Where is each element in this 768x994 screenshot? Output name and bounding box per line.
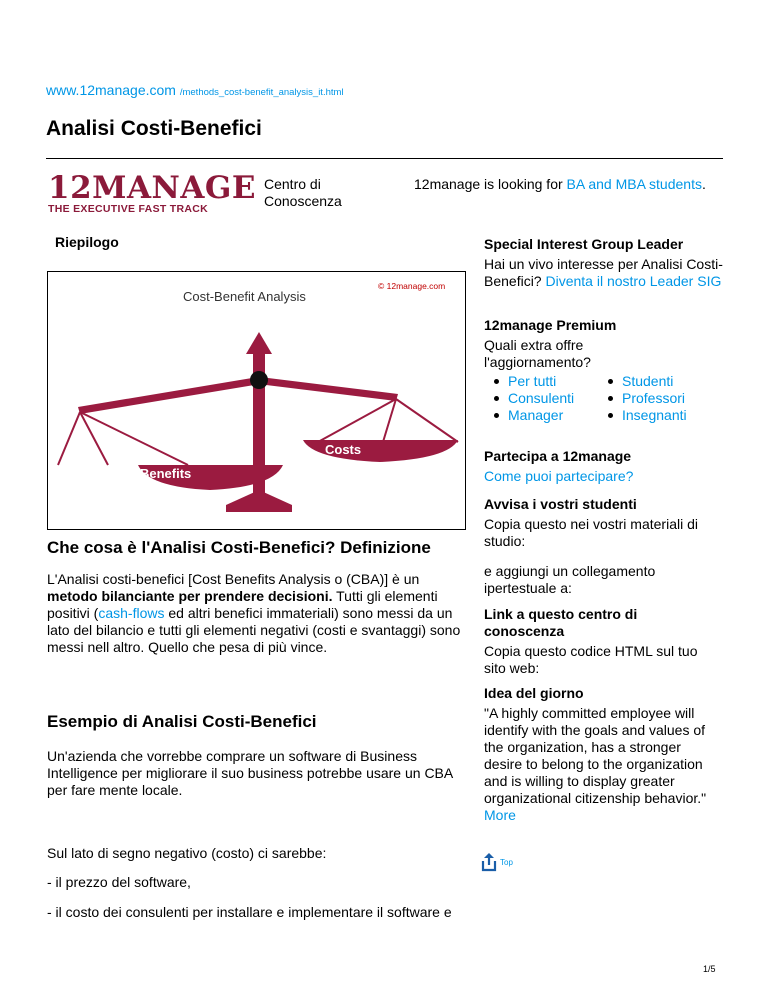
- figure-copyright: © 12manage.com: [378, 281, 446, 291]
- page-number: 1/5: [703, 964, 716, 974]
- page-url: [46, 82, 344, 98]
- top-label: Top: [500, 858, 513, 867]
- example-heading: Esempio di Analisi Costi-Benefici: [47, 712, 317, 731]
- definition-heading: Che cosa è l'Analisi Costi-Benefici? Definizione: [47, 538, 431, 557]
- students-text-1: Copia questo nei vostri materiali di studio:: [484, 516, 698, 549]
- benefits-label: Benefits: [140, 466, 192, 481]
- example-paragraph-1: Un'azienda che vorrebbe comprare un software di Business Intelligence per migliorare il suo business potrebbe usare un CBA per fare mente locale.: [47, 748, 453, 798]
- premium-item-students[interactable]: Studenti: [622, 373, 742, 390]
- path-link[interactable]: /methods_cost-benefit_analysis_it.html: [179, 87, 344, 98]
- knowledge-center-label: Centro di Conoscenza: [264, 176, 342, 209]
- definition-paragraph: L'Analisi costi-benefici [Cost Benefits Analysis o (CBA)] è un metodo bilanciante per prendere decisioni. Tutti gli elementi positivi (cash-flows ed altri benefici immateriali) sono messi da un lato del bilancio e tutti gli elementi negativi (costi e svantaggi) sono messi nell altro. Quello che pesa di più vince.: [47, 571, 461, 655]
- figure-title: Cost-Benefit Analysis: [183, 289, 306, 304]
- link-to-text: Copia questo codice HTML sul tuo sito web:: [484, 643, 698, 676]
- example-paragraph-3: - il prezzo del software,: [47, 874, 191, 890]
- back-to-top-button[interactable]: [480, 852, 513, 872]
- pivot-icon: [250, 371, 268, 389]
- idea-box: [484, 685, 724, 824]
- become-sig-leader-link[interactable]: Diventa il nostro Leader SIG: [545, 273, 722, 289]
- 12manage-logo[interactable]: [48, 170, 262, 215]
- left-string-1: [58, 412, 80, 465]
- post-base: [226, 490, 292, 512]
- beam-left: [78, 377, 260, 414]
- scale-illustration: [48, 272, 465, 529]
- students-box: [484, 496, 724, 597]
- page-title: Analisi Costi-Benefici: [46, 117, 262, 140]
- banner-text: 12manage is looking for BA and MBA students.: [414, 176, 706, 192]
- example-paragraph-2: Sul lato di segno negativo (costo) ci sarebbe:: [47, 845, 327, 861]
- premium-item-teachers[interactable]: Insegnanti: [622, 407, 742, 424]
- premium-item-consultants[interactable]: Consulenti: [508, 390, 622, 407]
- join-box: [484, 448, 724, 485]
- link-to-heading: Link a questo centro di conoscenza: [484, 606, 638, 639]
- right-string-3: [396, 399, 458, 442]
- beam-right: [258, 377, 398, 401]
- ba-mba-students-link[interactable]: BA and MBA students: [566, 176, 702, 192]
- title-divider: [46, 158, 723, 159]
- premium-text: Quali extra offre l'aggiornamento?: [484, 337, 591, 370]
- idea-quote: "A highly committed employee will identify with the goals and values of the organization, has a stronger desire to belong to the organization and is willing to display greater organizational citizenship behavior." More: [484, 705, 707, 823]
- premium-list: [508, 373, 724, 424]
- logo-wordmark: 12MANAGE: [48, 170, 256, 206]
- join-heading: Partecipa a 12manage: [484, 448, 632, 464]
- premium-item-managers[interactable]: Manager: [508, 407, 622, 424]
- sig-box: Special Interest Group Leader Hai un vivo interesse per Analisi Costi-Benefici? Diventa il nostro Leader SIG: [484, 236, 723, 289]
- left-string-3: [80, 412, 188, 465]
- premium-box: [484, 317, 724, 424]
- share-up-icon: [480, 852, 498, 872]
- post-top: [246, 332, 272, 354]
- premium-item-professors[interactable]: Professori: [622, 390, 742, 407]
- link-to-box: [484, 606, 724, 677]
- example-paragraph-4: - il costo dei consulenti per installare e implementare il software e: [47, 904, 452, 920]
- summary-label: Riepilogo: [55, 234, 119, 250]
- logo-tagline: THE EXECUTIVE FAST TRACK: [48, 203, 209, 215]
- costs-label: Costs: [325, 442, 362, 457]
- idea-heading: Idea del giorno: [484, 685, 584, 701]
- domain-link[interactable]: www.12manage.com: [46, 82, 176, 98]
- premium-heading: 12manage Premium: [484, 317, 617, 333]
- premium-item-for-all[interactable]: Per tutti: [508, 373, 622, 390]
- students-text-2: e aggiungi un collegamento ipertestuale a:: [484, 563, 656, 596]
- students-heading: Avvisa i vostri studenti: [484, 496, 637, 512]
- cost-benefit-figure: [47, 271, 466, 530]
- sig-heading: Special Interest Group Leader: [484, 236, 684, 252]
- cash-flows-link[interactable]: cash-flows: [98, 605, 165, 621]
- how-to-join-link[interactable]: Come puoi partecipare?: [484, 468, 634, 484]
- idea-more-link[interactable]: More: [484, 807, 516, 823]
